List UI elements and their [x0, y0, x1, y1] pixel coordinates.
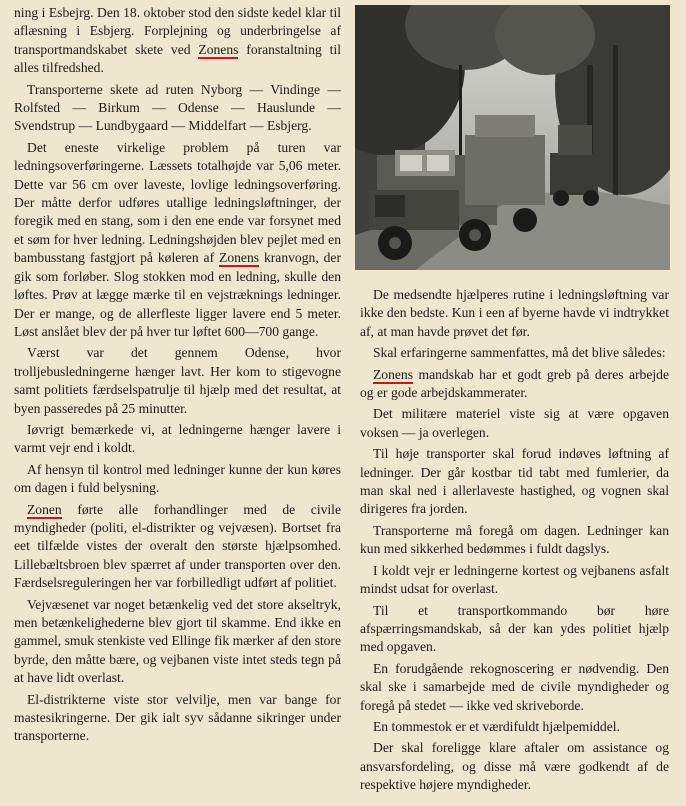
- text-run: Der skal foreligge klare aftaler om assistance og ansvarsfordeling, og disse må være godkendt af de respektive højere myndigheder.: [360, 740, 669, 793]
- paragraph: [360, 562, 669, 599]
- text-run: En tommestok er et værdifuldt hjælpemiddel.: [373, 718, 620, 734]
- left-text-column: [14, 4, 341, 749]
- right-text-column: [360, 286, 669, 798]
- paragraph: [14, 4, 341, 78]
- paragraph: [360, 522, 669, 559]
- text-run: kranvogn, der gik som forløber. Slog stokken mod en ledning, skulle den løftes. Prøv at lægge mærke til en vejstræknings ledninger. Der er mange, og de allerfleste ligger lavere end 5 meter. Løst anslået blev der på hver tur løftet 600—700 gange.: [14, 250, 341, 339]
- paragraph: [14, 596, 341, 688]
- text-run: Skal erfaringerne sammenfattes, må det blive således:: [373, 345, 666, 361]
- paragraph: [14, 139, 341, 341]
- paragraph: [360, 366, 669, 403]
- text-run: En forudgående rekognoscering er nødvendig. Den skal ske i samarbejde med de civile myndigheder og foregå på stedet — ikke ved skriveborde.: [360, 660, 669, 713]
- paragraph: [14, 344, 341, 418]
- text-run: Transporterne må foregå om dagen. Ledninger kan kun med sikkerhed bedømmes i fuldt dagslys.: [360, 522, 669, 557]
- paragraph: [14, 421, 341, 458]
- underlined-keyword: Zonen: [27, 501, 62, 517]
- text-run: førte alle forhandlinger med de civile myndigheder (politi, el-distrikter og vejvæsen). Bortset fra eet tilfælde vistes der overalt den største hjælpsomhed. Lillebæltsbroen blev spærret af under transporten over den. Færdselsreguleringen her var forbilledligt udført af politiet.: [14, 501, 341, 591]
- text-run: Det eneste virkelige problem på turen var ledningsoverføringerne. Læssets totalhøjde var 5,06 meter. Dette var 56 cm over laveste, lovlige ledningsoverføring. Der måtte derfor udføres utallige ledningsløftninger, der foregik med en stang, som i den ene ende var forsynet med et søm for hver ledning. Ledningshøjden blev pejlet med en bambusstang fastgjort på køleren af: [14, 139, 341, 266]
- paragraph: [360, 405, 669, 442]
- paragraph: [360, 718, 669, 736]
- underlined-keyword: Zonens: [219, 250, 260, 266]
- paragraph: [360, 660, 669, 715]
- paragraph: [360, 344, 669, 362]
- underlined-keyword: Zonens: [373, 366, 414, 382]
- text-run: Det militære materiel viste sig at være opgaven voksen — ja overlegen.: [360, 406, 669, 440]
- text-run: Transporterne skete ad ruten Nyborg — Vindinge — Rolfsted — Birkum — Odense — Hauslunde — Svendstrup — Lundbygaard — Middelfart — Esbjerg.: [14, 81, 341, 134]
- text-run: ning i Esbejrg. Den 18. oktober stod den sidste kedel klar til aflæsning i Esbjerg. Forplejning og underbringelse af transportmandskabet skete ved: [14, 5, 341, 57]
- text-run: foranstaltning til alles tilfredshed.: [14, 41, 341, 76]
- text-run: Til høje transporter skal forud indøves løftning af ledninger. Der går kostbar tid tabt med fumlerier, da man skal ned i allerlaveste hastighed, og vognen skal dirigeres fra jorden.: [360, 446, 669, 517]
- text-run: De medsendte hjælperes rutine i ledningsløftning var ikke den bedste. Kun i een af byerne havde vi indtrykket af, at man havde prøvet det før.: [360, 287, 669, 339]
- paragraph: [360, 602, 669, 657]
- text-run: Iøvrigt bemærkede vi, at ledningerne hænger lavere i varmt vejr end i koldt.: [14, 421, 341, 456]
- text-run: El-distrikterne viste stor velvilje, men var bange for mastesikringerne. Der gik ialt syv sådanne sikringer under transporterne.: [14, 691, 341, 744]
- paragraph: [360, 286, 669, 341]
- underlined-keyword: Zonens: [198, 41, 239, 57]
- paragraph: [14, 461, 341, 498]
- text-run: Af hensyn til kontrol med ledninger kunne der kun køres om dagen i fuld belysning.: [14, 461, 341, 496]
- truck-convoy-photo: [355, 5, 670, 270]
- paragraph: [360, 739, 669, 794]
- text-run: I koldt vejr er ledningerne kortest og vejbanens asfalt mindst udsat for overlast.: [360, 562, 669, 597]
- text-run: mandskab har et godt greb på deres arbejde og er gode arbejdskammerater.: [360, 366, 669, 401]
- paragraph: [14, 81, 341, 136]
- text-run: Værst var det gennem Odense, hvor trolljebusledningerne hænger lavt. Her kom to stigevogne samt politiets færdselspatrulje til hjælp med det resultat, at byen passeredes på 25 minutter.: [14, 345, 341, 416]
- paragraph: [360, 445, 669, 519]
- paragraph: [14, 501, 341, 593]
- paragraph: [14, 691, 341, 746]
- text-run: Vejvæsenet var noget betænkelig ved det store akseltryk, men betænkelighederne blev gjort til skamme. End ikke en gammel, smuk stenkiste ved Ellinge fik mærker af den store byrde, den måtte bære, og vejbanen viste intet steds tegn på at have lidt overlast.: [14, 596, 341, 686]
- text-run: Til et transportkommando bør høre afspærringsmandskab, så der kan ydes politiet hjælp med opgaven.: [360, 602, 669, 655]
